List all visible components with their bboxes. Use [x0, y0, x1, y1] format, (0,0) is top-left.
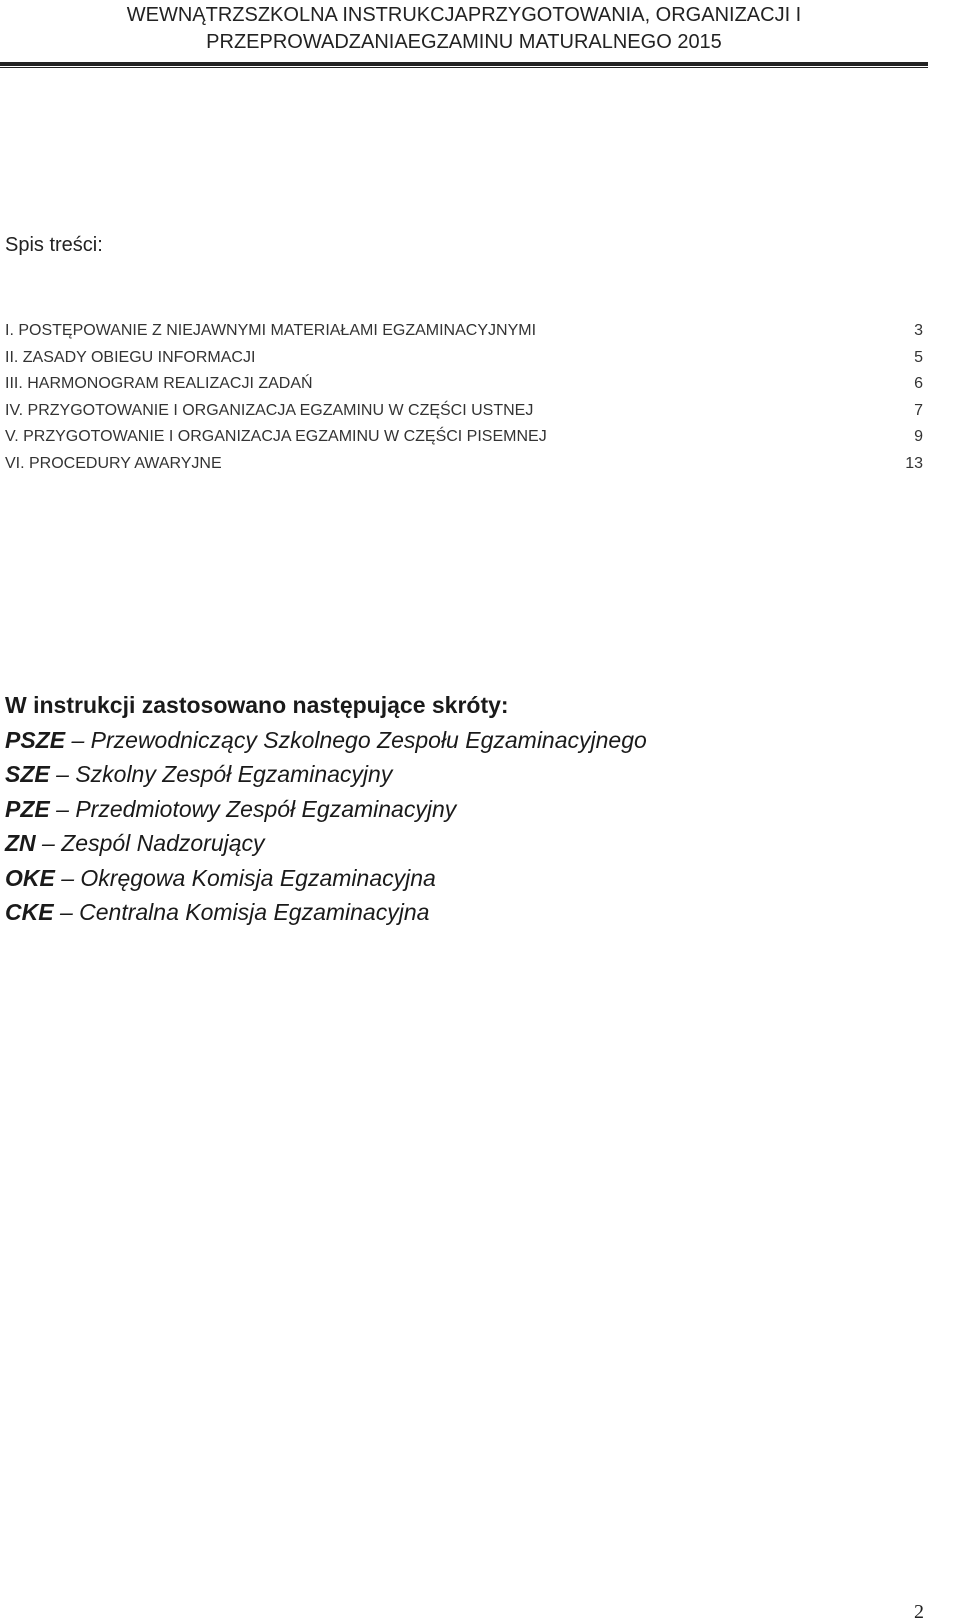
- page-number: 2: [914, 1601, 924, 1623]
- abbreviation-separator: –: [65, 726, 91, 753]
- header-rule: [0, 62, 928, 68]
- abbreviation-meaning: Centralna Komisja Egzaminacyjna: [79, 899, 430, 926]
- toc-entry-page: 13: [905, 454, 923, 472]
- page-header: [0, 0, 928, 56]
- abbreviations-list: [5, 723, 647, 931]
- toc-entry-label: VI. PROCEDURY AWARYJNE: [5, 454, 222, 472]
- toc-entry-label: IV. PRZYGOTOWANIE I ORGANIZACJA EGZAMINU W CZĘŚCI USTNEJ: [5, 401, 534, 419]
- abbreviation-code: ZN: [5, 830, 36, 857]
- abbreviation-code: PZE: [5, 795, 50, 822]
- abbreviation-code: SZE: [5, 761, 50, 788]
- abbreviation-meaning: Okręgowa Komisja Egzaminacyjna: [80, 864, 436, 891]
- header-line-2: PRZEPROWADZANIAEGZAMINU MATURALNEGO 2015: [206, 31, 722, 53]
- toc-entry[interactable]: [5, 345, 923, 372]
- abbreviation-meaning: Przewodniczący Szkolnego Zespołu Egzaminacyjnego: [90, 726, 647, 753]
- toc-entry[interactable]: [5, 451, 923, 478]
- abbreviation-code: CKE: [5, 899, 54, 926]
- abbreviation-row: [5, 826, 647, 861]
- abbreviation-separator: –: [49, 795, 76, 822]
- abbreviation-meaning: Zespól Nadzorujący: [61, 830, 265, 857]
- abbreviation-separator: –: [35, 830, 62, 857]
- abbreviation-row: [5, 792, 647, 827]
- toc-entry-label: III. HARMONOGRAM REALIZACJI ZADAŃ: [5, 375, 313, 392]
- header-line-1: WEWNĄTRZSZKOLNA INSTRUKCJAPRZYGOTOWANIA, ORGANIZACJI I: [126, 4, 802, 26]
- toc-entry-page: 6: [914, 375, 923, 392]
- toc-entry[interactable]: [5, 424, 923, 451]
- toc-entry[interactable]: [5, 318, 923, 345]
- toc-title: Spis treści:: [5, 234, 103, 256]
- abbreviation-separator: –: [53, 899, 80, 926]
- toc-entry[interactable]: [5, 398, 923, 425]
- abbreviation-meaning: Szkolny Zespół Egzaminacyjny: [75, 761, 393, 788]
- table-of-contents: [5, 318, 923, 477]
- toc-entry-page: 9: [914, 428, 923, 445]
- abbreviation-row: [5, 757, 647, 792]
- toc-entry-label: V. PRZYGOTOWANIE I ORGANIZACJA EGZAMINU W CZĘŚCI PISEMNEJ: [5, 428, 547, 445]
- abbreviation-separator: –: [54, 864, 81, 891]
- toc-entry-page: 7: [914, 401, 923, 419]
- abbreviation-separator: –: [49, 761, 76, 788]
- toc-entry-label: I. POSTĘPOWANIE Z NIEJAWNYMI MATERIAŁAMI EGZAMINACYJNYMI: [5, 322, 537, 339]
- abbreviations-heading: W instrukcji zastosowano następujące skróty:: [5, 692, 509, 718]
- abbreviation-meaning: Przedmiotowy Zespół Egzaminacyjny: [75, 795, 457, 822]
- abbreviation-row: [5, 723, 647, 758]
- abbreviation-code: PSZE: [5, 726, 66, 753]
- toc-entry-page: 5: [914, 348, 923, 366]
- abbreviations-section: [5, 688, 647, 930]
- abbreviation-row: [5, 895, 647, 930]
- abbreviation-code: OKE: [5, 864, 55, 891]
- abbreviation-row: [5, 861, 647, 896]
- toc-entry[interactable]: [5, 371, 923, 398]
- toc-entry-label: II. ZASADY OBIEGU INFORMACJI: [5, 348, 256, 366]
- toc-entry-page: 3: [914, 322, 923, 339]
